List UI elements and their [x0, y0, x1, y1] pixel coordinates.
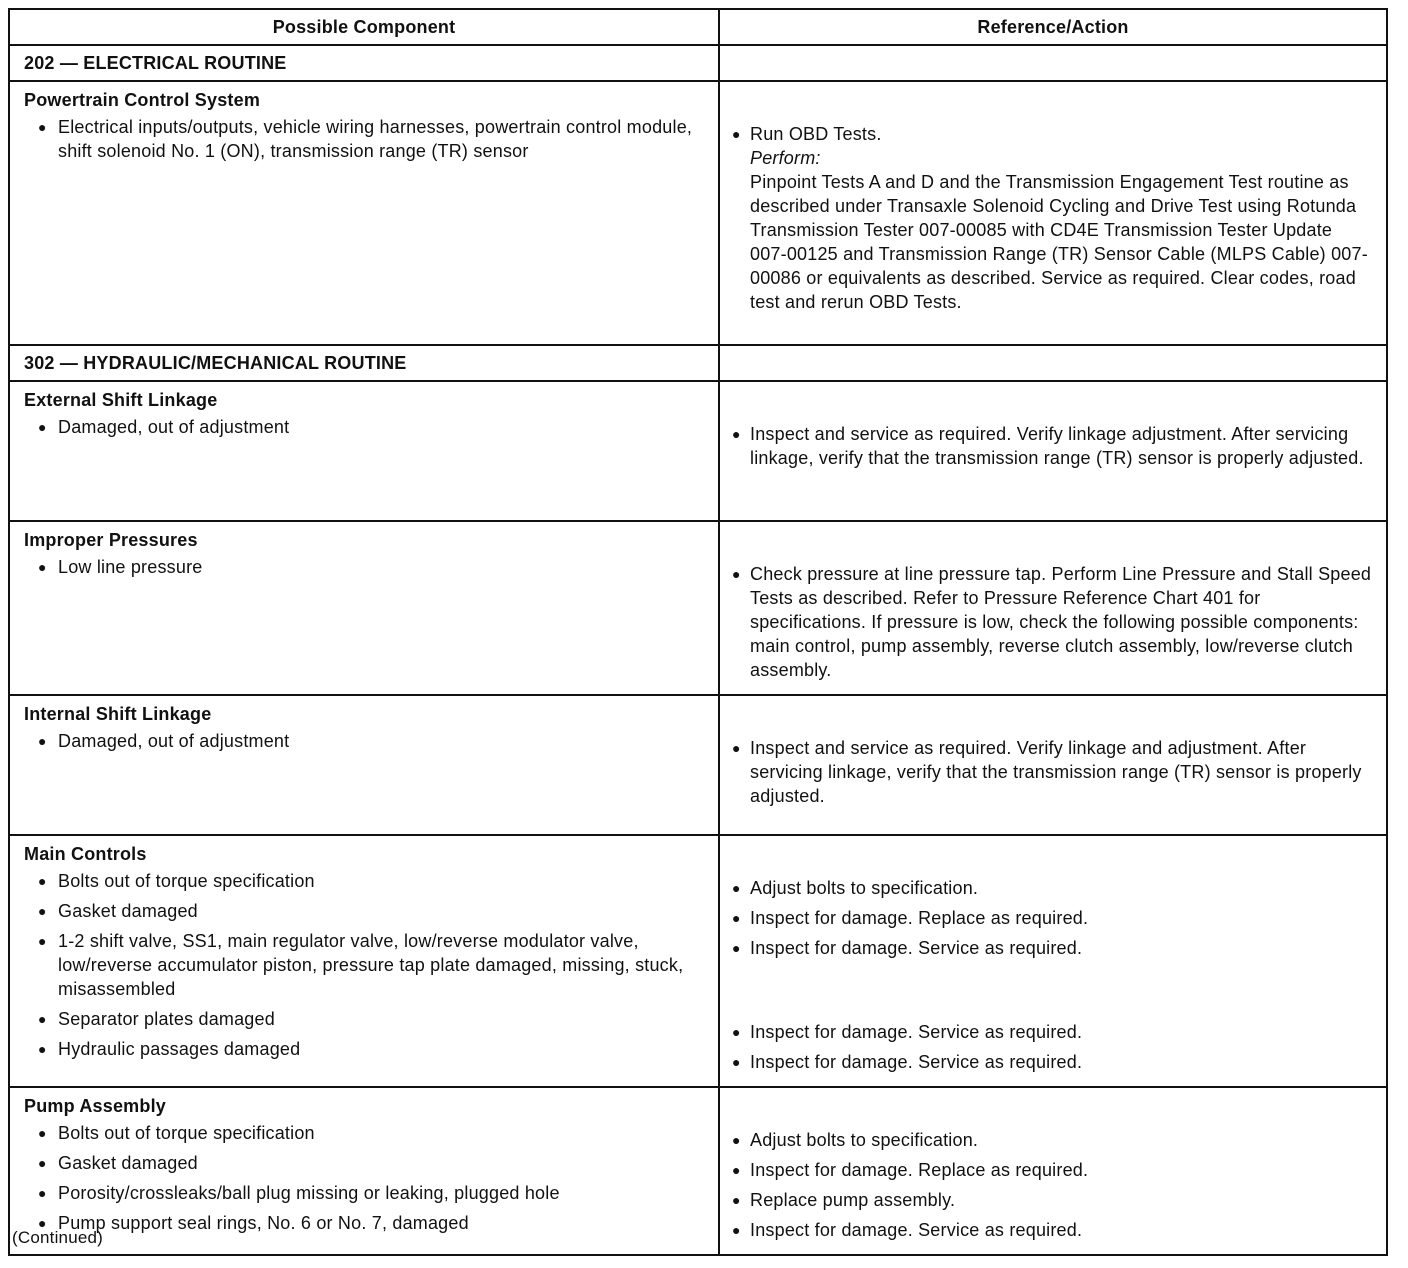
action-item: ● Adjust bolts to specification.: [732, 878, 979, 898]
bullet-icon: ●: [732, 126, 741, 142]
group-title-main-controls: Main Controls: [24, 844, 147, 864]
group-title-improper-pressures: Improper Pressures: [24, 530, 198, 550]
action-item: ● Adjust bolts to specification.: [732, 1130, 979, 1150]
action-item: ● Inspect for damage. Service as required.: [732, 1022, 1083, 1042]
action-detail: Pinpoint Tests A and D and the Transmission Engagement Test routine as described under Transaxle Solenoid Cycling and Drive Test using Rotunda Transmission Tester 007-00085 with CD4E Transmission Tester Update 007-00125 and Transmission Range (TR) Sensor Cable (MLPS Cable) 007-00086 or equivalents as described. Service as required. Clear codes, road test and rerun OBD Tests.: [750, 172, 1368, 312]
bullet-icon: ●: [38, 873, 47, 889]
action-item: ● Inspect for damage. Service as required.: [732, 938, 1083, 958]
bullet-icon: ●: [38, 1011, 47, 1027]
component-item: ● Electrical inputs/outputs, vehicle wiring harnesses, powertrain control module, shift solenoid No. 1 (ON), transmission range (TR) sensor: [38, 117, 693, 161]
component-item: ● Hydraulic passages damaged: [38, 1039, 301, 1059]
bullet-icon: ●: [732, 1162, 741, 1178]
group-row-internal-linkage: [9, 695, 1387, 835]
bullet-icon: ●: [38, 933, 47, 949]
bullet-icon: ●: [732, 566, 741, 582]
component-item: ● Porosity/crossleaks/ball plug missing or leaking, plugged hole: [38, 1183, 560, 1203]
bullet-icon: ●: [732, 1024, 741, 1040]
diagnosis-table: [8, 8, 1388, 1256]
header-reference-action: Reference/Action: [719, 9, 1387, 45]
group-row-main-controls: [9, 835, 1387, 1087]
action-item: ● Replace pump assembly.: [732, 1190, 956, 1210]
group-row-powertrain: [9, 81, 1387, 345]
bullet-icon: ●: [38, 1125, 47, 1141]
action-item: [732, 122, 1372, 314]
group-title-external-linkage: External Shift Linkage: [24, 390, 218, 410]
group-title-powertrain: Powertrain Control System: [24, 90, 261, 110]
action-perform: Perform:: [750, 148, 821, 168]
component-item: ● Damaged, out of adjustment: [38, 417, 290, 437]
bullet-icon: ●: [38, 419, 47, 435]
component-item: ● Gasket damaged: [38, 1153, 198, 1173]
action-item: ● Inspect and service as required. Verify linkage adjustment. After servicing linkage, verify that the transmission range (TR) sensor is properly adjusted.: [732, 424, 1364, 468]
routine-302-label: 302 — HYDRAULIC/MECHANICAL ROUTINE: [24, 352, 407, 373]
group-title-pump-assembly: Pump Assembly: [24, 1096, 166, 1116]
bullet-icon: ●: [38, 1215, 47, 1231]
routine-302-empty-cell: [719, 345, 1387, 381]
bullet-icon: ●: [732, 1222, 741, 1238]
component-item: ● 1-2 shift valve, SS1, main regulator valve, low/reverse modulator valve, low/reverse accumulator piston, pressure tap plate damaged, missing, stuck, misassembled: [38, 931, 684, 999]
bullet-icon: ●: [38, 903, 47, 919]
bullet-icon: ●: [38, 559, 47, 575]
action-item: ● Inspect for damage. Service as required.: [732, 1220, 1083, 1240]
continued-note: (Continued): [12, 1228, 104, 1247]
bullet-icon: ●: [38, 733, 47, 749]
bullet-icon: ●: [732, 1192, 741, 1208]
component-item: ● Bolts out of torque specification: [38, 1123, 315, 1143]
routine-202-empty-cell: [719, 45, 1387, 81]
action-lead: Run OBD Tests.: [750, 124, 882, 144]
header-row: [9, 9, 1387, 45]
header-possible-component: Possible Component: [9, 9, 719, 45]
group-row-external-linkage: [9, 381, 1387, 521]
routine-row-302: [9, 345, 1387, 381]
bullet-icon: ●: [38, 1041, 47, 1057]
component-item: ● Separator plates damaged: [38, 1009, 275, 1029]
bullet-icon: ●: [732, 940, 741, 956]
bullet-icon: ●: [732, 1132, 741, 1148]
bullet-icon: ●: [732, 740, 741, 756]
bullet-icon: ●: [38, 119, 47, 135]
bullet-icon: ●: [732, 1054, 741, 1070]
component-item: ● Bolts out of torque specification: [38, 871, 315, 891]
component-item: ● Pump support seal rings, No. 6 or No. 7, damaged: [38, 1213, 469, 1233]
action-item: ● Inspect and service as required. Verify linkage and adjustment. After servicing linkage, verify that the transmission range (TR) sensor is properly adjusted.: [732, 738, 1362, 806]
diagnosis-page: [8, 8, 1386, 1256]
bullet-icon: ●: [732, 910, 741, 926]
action-item: ● Inspect for damage. Replace as required.: [732, 1160, 1089, 1180]
component-item: ● Gasket damaged: [38, 901, 198, 921]
component-item: ● Damaged, out of adjustment: [38, 731, 290, 751]
component-item: ● Low line pressure: [38, 557, 203, 577]
group-row-pump-assembly: [9, 1087, 1387, 1255]
bullet-icon: ●: [38, 1185, 47, 1201]
group-title-internal-linkage: Internal Shift Linkage: [24, 704, 212, 724]
action-item: ● Check pressure at line pressure tap. Perform Line Pressure and Stall Speed Tests as described. Refer to Pressure Reference Chart 401 for specifications. If pressure is low, check the following possible components: main control, pump assembly, reverse clutch assembly, low/reverse clutch assembly.: [732, 564, 1372, 680]
action-item: ● Inspect for damage. Replace as required.: [732, 908, 1089, 928]
action-item: ● Inspect for damage. Service as required.: [732, 1052, 1083, 1072]
bullet-icon: ●: [38, 1155, 47, 1171]
bullet-icon: ●: [732, 426, 741, 442]
group-row-improper-pressures: [9, 521, 1387, 695]
bullet-icon: ●: [732, 880, 741, 896]
routine-202-label: 202 — ELECTRICAL ROUTINE: [24, 52, 287, 73]
routine-row-202: [9, 45, 1387, 81]
